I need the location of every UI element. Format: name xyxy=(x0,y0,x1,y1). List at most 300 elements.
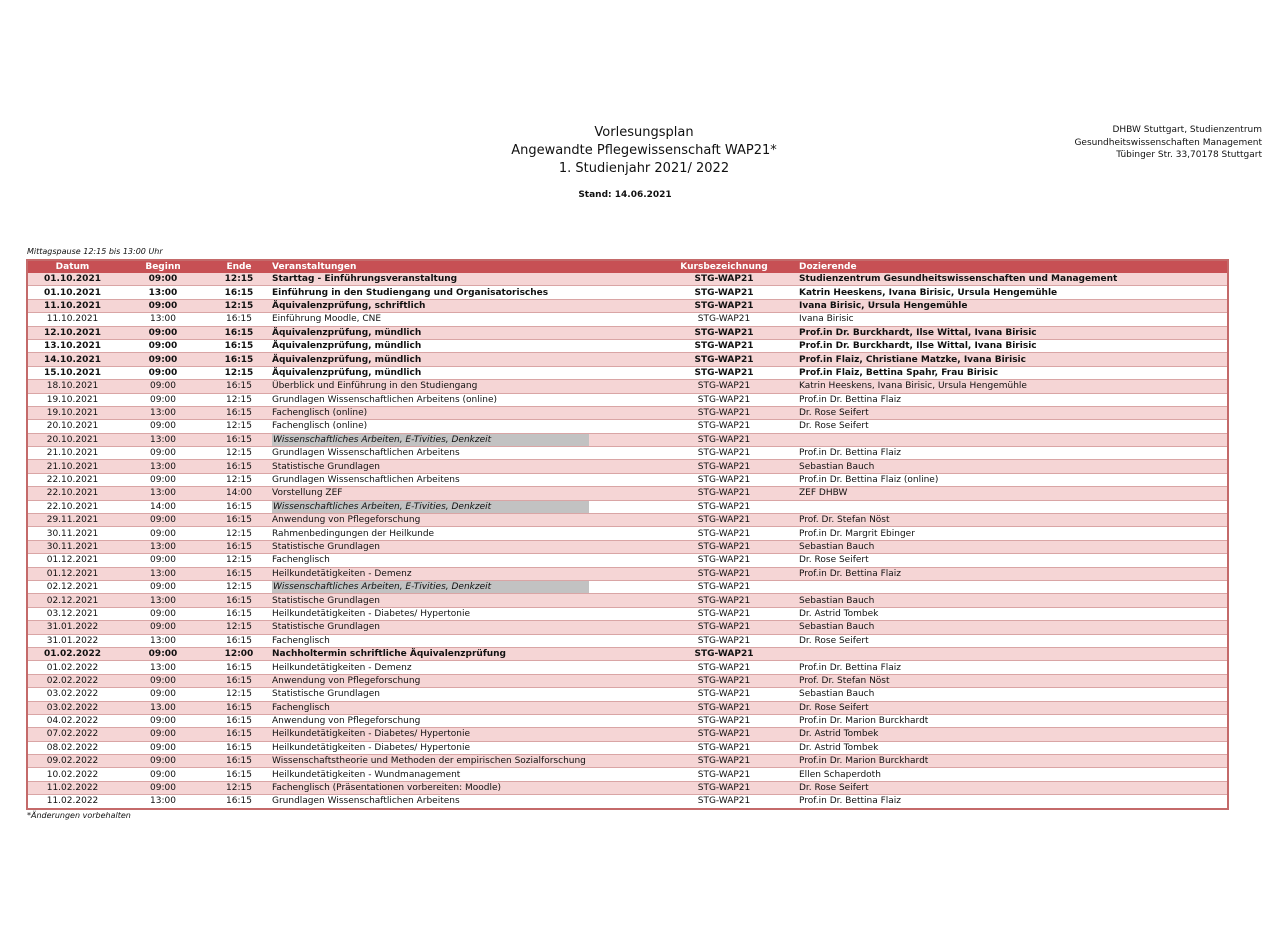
cell-course: STG-WAP21 xyxy=(652,701,796,714)
cell-date: 09.02.2022 xyxy=(27,755,117,768)
cell-course: STG-WAP21 xyxy=(652,273,796,286)
cell-date: 01.02.2022 xyxy=(27,647,117,660)
table-row xyxy=(27,781,1228,794)
table-row xyxy=(27,487,1228,500)
cell-date: 01.10.2021 xyxy=(27,286,117,299)
cell-event: Statistische Grundlagen xyxy=(269,460,652,473)
cell-course: STG-WAP21 xyxy=(652,447,796,460)
cell-event: Überblick und Einführung in den Studiengang xyxy=(269,380,652,393)
cell-start: 09:00 xyxy=(117,353,209,366)
cell-event: Äquivalenzprüfung, mündlich xyxy=(269,339,652,352)
cell-end: 12:15 xyxy=(209,781,269,794)
cell-end: 12:15 xyxy=(209,420,269,433)
document-title xyxy=(380,124,908,178)
table-row xyxy=(27,795,1228,809)
cell-lecturer: Prof.in Dr. Bettina Flaiz (online) xyxy=(796,473,1228,486)
cell-end: 12:15 xyxy=(209,447,269,460)
cell-lecturer: Ivana Birisic xyxy=(796,313,1228,326)
cell-end: 12:15 xyxy=(209,580,269,593)
cell-end: 16:15 xyxy=(209,460,269,473)
cell-lecturer: Sebastian Bauch xyxy=(796,540,1228,553)
cell-end: 16:15 xyxy=(209,380,269,393)
cell-end: 16:15 xyxy=(209,500,269,513)
table-row xyxy=(27,674,1228,687)
cell-lecturer: Prof.in Dr. Bettina Flaiz xyxy=(796,567,1228,580)
cell-date: 19.10.2021 xyxy=(27,406,117,419)
cell-event: Nachholtermin schriftliche Äquivalenzprüfung xyxy=(269,647,652,660)
cell-end: 12:00 xyxy=(209,647,269,660)
table-row xyxy=(27,647,1228,660)
cell-start: 13:00 xyxy=(117,406,209,419)
cell-start: 13:00 xyxy=(117,433,209,446)
cell-end: 16:15 xyxy=(209,607,269,620)
cell-end: 16:15 xyxy=(209,674,269,687)
cell-course: STG-WAP21 xyxy=(652,647,796,660)
cell-lecturer: Prof.in Flaiz, Bettina Spahr, Frau Birisic xyxy=(796,366,1228,379)
stand-date: Stand: 14.06.2021 xyxy=(578,190,672,200)
cell-course: STG-WAP21 xyxy=(652,580,796,593)
cell-start: 09:00 xyxy=(117,380,209,393)
table-row xyxy=(27,768,1228,781)
cell-date: 30.11.2021 xyxy=(27,540,117,553)
cell-start: 09:00 xyxy=(117,621,209,634)
cell-end: 12:15 xyxy=(209,273,269,286)
cell-start: 13:00 xyxy=(117,795,209,809)
table-row xyxy=(27,728,1228,741)
cell-course: STG-WAP21 xyxy=(652,339,796,352)
cell-lecturer: Dr. Rose Seifert xyxy=(796,634,1228,647)
cell-end: 12:15 xyxy=(209,473,269,486)
table-row xyxy=(27,286,1228,299)
cell-date: 18.10.2021 xyxy=(27,380,117,393)
cell-end: 12:15 xyxy=(209,554,269,567)
cell-date: 01.12.2021 xyxy=(27,554,117,567)
column-header-beginn: Beginn xyxy=(117,260,209,273)
cell-lecturer: Prof.in Dr. Margrit Ebinger xyxy=(796,527,1228,540)
cell-event: Fachenglisch (Präsentationen vorbereiten: Moodle) xyxy=(269,781,652,794)
table-row xyxy=(27,540,1228,553)
address-line-1: DHBW Stuttgart, Studienzentrum xyxy=(1112,125,1262,135)
cell-event: Äquivalenzprüfung, schriftlich xyxy=(269,299,652,312)
cell-course: STG-WAP21 xyxy=(652,607,796,620)
cell-end: 16:15 xyxy=(209,728,269,741)
cell-start: 13:00 xyxy=(117,487,209,500)
cell-end: 12:15 xyxy=(209,527,269,540)
cell-date: 31.01.2022 xyxy=(27,634,117,647)
cell-event: Statistische Grundlagen xyxy=(269,688,652,701)
table-row xyxy=(27,755,1228,768)
cell-date: 12.10.2021 xyxy=(27,326,117,339)
cell-lecturer: Sebastian Bauch xyxy=(796,460,1228,473)
cell-lecturer: Prof.in Dr. Burckhardt, Ilse Wittal, Ivana Birisic xyxy=(796,326,1228,339)
cell-start: 09:00 xyxy=(117,755,209,768)
cell-course: STG-WAP21 xyxy=(652,380,796,393)
cell-date: 29.11.2021 xyxy=(27,514,117,527)
cell-date: 02.12.2021 xyxy=(27,594,117,607)
cell-date: 20.10.2021 xyxy=(27,420,117,433)
cell-course: STG-WAP21 xyxy=(652,540,796,553)
cell-event: Anwendung von Pflegeforschung xyxy=(269,674,652,687)
cell-course: STG-WAP21 xyxy=(652,527,796,540)
cell-course: STG-WAP21 xyxy=(652,433,796,446)
cell-event: Statistische Grundlagen xyxy=(269,621,652,634)
table-row xyxy=(27,299,1228,312)
cell-end: 16:15 xyxy=(209,594,269,607)
cell-lecturer: Dr. Astrid Tombek xyxy=(796,728,1228,741)
cell-start: 13:00 xyxy=(117,540,209,553)
cell-date: 21.10.2021 xyxy=(27,460,117,473)
table-row xyxy=(27,366,1228,379)
cell-end: 12:15 xyxy=(209,393,269,406)
cell-event: Heilkundetätigkeiten - Demenz xyxy=(269,661,652,674)
cell-date: 22.10.2021 xyxy=(27,487,117,500)
table-header-row xyxy=(27,260,1228,273)
cell-start: 13:00 xyxy=(117,634,209,647)
table-row xyxy=(27,433,1228,446)
cell-course: STG-WAP21 xyxy=(652,714,796,727)
cell-date: 11.02.2022 xyxy=(27,795,117,809)
table-row xyxy=(27,380,1228,393)
cell-end: 16:15 xyxy=(209,326,269,339)
cell-course: STG-WAP21 xyxy=(652,755,796,768)
cell-event: Heilkundetätigkeiten - Diabetes/ Hypertonie xyxy=(269,741,652,754)
cell-start: 09:00 xyxy=(117,326,209,339)
lunch-break-note: Mittagspause 12:15 bis 13:00 Uhr xyxy=(27,247,163,256)
cell-end: 16:15 xyxy=(209,795,269,809)
cell-course: STG-WAP21 xyxy=(652,406,796,419)
cell-lecturer: Dr. Rose Seifert xyxy=(796,420,1228,433)
cell-start: 09:00 xyxy=(117,580,209,593)
cell-end: 16:15 xyxy=(209,433,269,446)
cell-end: 16:15 xyxy=(209,661,269,674)
table-row xyxy=(27,701,1228,714)
cell-event: Fachenglisch (online) xyxy=(269,406,652,419)
table-row xyxy=(27,567,1228,580)
cell-start: 09:00 xyxy=(117,447,209,460)
cell-event: Einführung in den Studiengang und Organisatorisches xyxy=(269,286,652,299)
cell-start: 09:00 xyxy=(117,647,209,660)
cell-course: STG-WAP21 xyxy=(652,567,796,580)
cell-end: 12:15 xyxy=(209,621,269,634)
cell-course: STG-WAP21 xyxy=(652,661,796,674)
cell-event: Grundlagen Wissenschaftlichen Arbeitens xyxy=(269,447,652,460)
cell-event: Rahmenbedingungen der Heilkunde xyxy=(269,527,652,540)
cell-lecturer: Sebastian Bauch xyxy=(796,594,1228,607)
cell-end: 16:15 xyxy=(209,768,269,781)
table-row xyxy=(27,273,1228,286)
cell-end: 16:15 xyxy=(209,540,269,553)
cell-date: 07.02.2022 xyxy=(27,728,117,741)
table-row xyxy=(27,353,1228,366)
cell-course: STG-WAP21 xyxy=(652,674,796,687)
cell-event: Grundlagen Wissenschaftlichen Arbeitens (online) xyxy=(269,393,652,406)
cell-lecturer xyxy=(796,433,1228,446)
cell-course: STG-WAP21 xyxy=(652,781,796,794)
cell-lecturer xyxy=(796,500,1228,513)
address-line-3: Tübinger Str. 33,70178 Stuttgart xyxy=(1116,150,1262,160)
cell-start: 09:00 xyxy=(117,393,209,406)
cell-start: 09:00 xyxy=(117,473,209,486)
table-row xyxy=(27,420,1228,433)
cell-date: 21.10.2021 xyxy=(27,447,117,460)
cell-date: 14.10.2021 xyxy=(27,353,117,366)
table-row xyxy=(27,661,1228,674)
cell-date: 30.11.2021 xyxy=(27,527,117,540)
cell-lecturer: Dr. Astrid Tombek xyxy=(796,741,1228,754)
title-line-2: Angewandte Pflegewissenschaft WAP21* xyxy=(511,143,777,158)
cell-event: Heilkundetätigkeiten - Diabetes/ Hypertonie xyxy=(269,728,652,741)
cell-course: STG-WAP21 xyxy=(652,326,796,339)
cell-start: 09:00 xyxy=(117,768,209,781)
table-row xyxy=(27,741,1228,754)
cell-date: 01.12.2021 xyxy=(27,567,117,580)
cell-event: Fachenglisch xyxy=(269,634,652,647)
cell-event: Fachenglisch xyxy=(269,554,652,567)
cell-lecturer: Katrin Heeskens, Ivana Birisic, Ursula Hengemühle xyxy=(796,286,1228,299)
highlighted-event: Wissenschaftliches Arbeiten, E-Tivities, Denkzeit xyxy=(272,501,589,513)
cell-end: 16:15 xyxy=(209,339,269,352)
cell-course: STG-WAP21 xyxy=(652,795,796,809)
cell-start: 09:00 xyxy=(117,527,209,540)
cell-end: 16:15 xyxy=(209,567,269,580)
table-row xyxy=(27,326,1228,339)
cell-event: Statistische Grundlagen xyxy=(269,594,652,607)
cell-lecturer: Prof. Dr. Stefan Nöst xyxy=(796,674,1228,687)
cell-lecturer: Prof.in Dr. Bettina Flaiz xyxy=(796,795,1228,809)
cell-date: 11.10.2021 xyxy=(27,313,117,326)
cell-course: STG-WAP21 xyxy=(652,299,796,312)
address-line-2: Gesundheitswissenschaften Management xyxy=(1074,137,1262,148)
cell-event: Äquivalenzprüfung, mündlich xyxy=(269,366,652,379)
cell-date: 02.12.2021 xyxy=(27,580,117,593)
cell-end: 16:15 xyxy=(209,313,269,326)
cell-date: 01.02.2022 xyxy=(27,661,117,674)
cell-event: Heilkundetätigkeiten - Wundmanagement xyxy=(269,768,652,781)
cell-course: STG-WAP21 xyxy=(652,688,796,701)
table-row xyxy=(27,594,1228,607)
changes-note: *Änderungen vorbehalten xyxy=(27,811,131,820)
cell-end: 14:00 xyxy=(209,487,269,500)
table-row xyxy=(27,714,1228,727)
cell-course: STG-WAP21 xyxy=(652,313,796,326)
cell-start: 09:00 xyxy=(117,688,209,701)
cell-start: 09:00 xyxy=(117,741,209,754)
cell-end: 16:15 xyxy=(209,714,269,727)
cell-lecturer: ZEF DHBW xyxy=(796,487,1228,500)
table-row xyxy=(27,514,1228,527)
cell-date: 03.02.2022 xyxy=(27,701,117,714)
table-row xyxy=(27,473,1228,486)
table-row xyxy=(27,339,1228,352)
column-header-dozierende: Dozierende xyxy=(796,260,1228,273)
table-row xyxy=(27,406,1228,419)
cell-lecturer: Ivana Birisic, Ursula Hengemühle xyxy=(796,299,1228,312)
cell-course: STG-WAP21 xyxy=(652,366,796,379)
cell-date: 22.10.2021 xyxy=(27,500,117,513)
cell-event: Heilkundetätigkeiten - Diabetes/ Hypertonie xyxy=(269,607,652,620)
cell-end: 16:15 xyxy=(209,741,269,754)
cell-course: STG-WAP21 xyxy=(652,621,796,634)
cell-start: 13:00 xyxy=(117,286,209,299)
cell-lecturer: Sebastian Bauch xyxy=(796,621,1228,634)
cell-event: Grundlagen Wissenschaftlichen Arbeitens xyxy=(269,795,652,809)
highlighted-event: Wissenschaftliches Arbeiten, E-Tivities, Denkzeit xyxy=(272,434,589,446)
cell-lecturer: Prof.in Dr. Bettina Flaiz xyxy=(796,393,1228,406)
cell-start: 09:00 xyxy=(117,728,209,741)
cell-event: Statistische Grundlagen xyxy=(269,540,652,553)
cell-end: 16:15 xyxy=(209,755,269,768)
cell-course: STG-WAP21 xyxy=(652,393,796,406)
cell-start: 09:00 xyxy=(117,781,209,794)
table-row xyxy=(27,580,1228,593)
cell-lecturer: Prof.in Dr. Marion Burckhardt xyxy=(796,714,1228,727)
cell-date: 03.02.2022 xyxy=(27,688,117,701)
cell-start: 13:00 xyxy=(117,594,209,607)
cell-lecturer: Dr. Rose Seifert xyxy=(796,406,1228,419)
cell-start: 13.00 xyxy=(117,701,209,714)
cell-course: STG-WAP21 xyxy=(652,768,796,781)
institution-address xyxy=(1074,124,1262,162)
cell-start: 13:00 xyxy=(117,567,209,580)
cell-end: 12:15 xyxy=(209,366,269,379)
cell-start: 09:00 xyxy=(117,607,209,620)
cell-course: STG-WAP21 xyxy=(652,514,796,527)
cell-lecturer: Prof.in Flaiz, Christiane Matzke, Ivana Birisic xyxy=(796,353,1228,366)
cell-date: 15.10.2021 xyxy=(27,366,117,379)
cell-course: STG-WAP21 xyxy=(652,554,796,567)
cell-lecturer: Dr. Rose Seifert xyxy=(796,701,1228,714)
cell-course: STG-WAP21 xyxy=(652,353,796,366)
cell-date: 08.02.2022 xyxy=(27,741,117,754)
table-row xyxy=(27,607,1228,620)
cell-start: 09:00 xyxy=(117,514,209,527)
cell-date: 13.10.2021 xyxy=(27,339,117,352)
cell-date: 04.02.2022 xyxy=(27,714,117,727)
column-header-ende: Ende xyxy=(209,260,269,273)
table-row xyxy=(27,634,1228,647)
cell-end: 16:15 xyxy=(209,701,269,714)
cell-lecturer: Dr. Rose Seifert xyxy=(796,781,1228,794)
cell-lecturer xyxy=(796,647,1228,660)
cell-course: STG-WAP21 xyxy=(652,460,796,473)
cell-course: STG-WAP21 xyxy=(652,741,796,754)
cell-course: STG-WAP21 xyxy=(652,487,796,500)
cell-date: 22.10.2021 xyxy=(27,473,117,486)
cell-event: Anwendung von Pflegeforschung xyxy=(269,514,652,527)
table-row xyxy=(27,313,1228,326)
cell-lecturer: Dr. Rose Seifert xyxy=(796,554,1228,567)
cell-event: Anwendung von Pflegeforschung xyxy=(269,714,652,727)
cell-date: 20.10.2021 xyxy=(27,433,117,446)
schedule-rows xyxy=(27,273,1228,809)
table-row xyxy=(27,447,1228,460)
table-row xyxy=(27,621,1228,634)
cell-event: Äquivalenzprüfung, mündlich xyxy=(269,326,652,339)
cell-start: 09:00 xyxy=(117,714,209,727)
cell-lecturer: Prof.in Dr. Bettina Flaiz xyxy=(796,661,1228,674)
cell-course: STG-WAP21 xyxy=(652,594,796,607)
column-header-datum: Datum xyxy=(27,260,117,273)
cell-lecturer xyxy=(796,580,1228,593)
cell-event xyxy=(269,580,652,593)
cell-start: 09:00 xyxy=(117,420,209,433)
cell-date: 11.02.2022 xyxy=(27,781,117,794)
cell-end: 16:15 xyxy=(209,286,269,299)
cell-event: Fachenglisch (online) xyxy=(269,420,652,433)
table-row xyxy=(27,500,1228,513)
column-header-veranstaltungen: Veranstaltungen xyxy=(269,260,652,273)
cell-event: Heilkundetätigkeiten - Demenz xyxy=(269,567,652,580)
cell-date: 31.01.2022 xyxy=(27,621,117,634)
cell-start: 13:00 xyxy=(117,460,209,473)
cell-event: Vorstellung ZEF xyxy=(269,487,652,500)
cell-lecturer: Katrin Heeskens, Ivana Birisic, Ursula Hengemühle xyxy=(796,380,1228,393)
cell-course: STG-WAP21 xyxy=(652,728,796,741)
cell-event xyxy=(269,433,652,446)
cell-end: 16:15 xyxy=(209,514,269,527)
cell-course: STG-WAP21 xyxy=(652,286,796,299)
cell-date: 01.10.2021 xyxy=(27,273,117,286)
cell-end: 12:15 xyxy=(209,299,269,312)
cell-lecturer: Prof.in Dr. Bettina Flaiz xyxy=(796,447,1228,460)
cell-date: 03.12.2021 xyxy=(27,607,117,620)
cell-event: Grundlagen Wissenschaftlichen Arbeitens xyxy=(269,473,652,486)
cell-end: 12:15 xyxy=(209,688,269,701)
cell-date: 19.10.2021 xyxy=(27,393,117,406)
cell-lecturer: Ellen Schaperdoth xyxy=(796,768,1228,781)
cell-event: Äquivalenzprüfung, mündlich xyxy=(269,353,652,366)
cell-end: 16:15 xyxy=(209,353,269,366)
cell-start: 09:00 xyxy=(117,554,209,567)
cell-start: 09:00 xyxy=(117,273,209,286)
table-row xyxy=(27,393,1228,406)
cell-course: STG-WAP21 xyxy=(652,473,796,486)
cell-start: 09:00 xyxy=(117,366,209,379)
cell-event: Einführung Moodle, CNE xyxy=(269,313,652,326)
cell-lecturer: Prof.in Dr. Marion Burckhardt xyxy=(796,755,1228,768)
cell-lecturer: Sebastian Bauch xyxy=(796,688,1228,701)
table-row xyxy=(27,460,1228,473)
cell-start: 13:00 xyxy=(117,313,209,326)
cell-course: STG-WAP21 xyxy=(652,634,796,647)
cell-start: 09:00 xyxy=(117,339,209,352)
highlighted-event: Wissenschaftliches Arbeiten, E-Tivities, Denkzeit xyxy=(272,581,589,593)
title-line-1: Vorlesungsplan xyxy=(594,125,694,140)
cell-start: 14:00 xyxy=(117,500,209,513)
column-header-kursbezeichnung: Kursbezeichnung xyxy=(652,260,796,273)
cell-lecturer: Dr. Astrid Tombek xyxy=(796,607,1228,620)
cell-start: 09:00 xyxy=(117,299,209,312)
table-row xyxy=(27,688,1228,701)
schedule-table xyxy=(26,259,1229,810)
cell-event xyxy=(269,500,652,513)
cell-course: STG-WAP21 xyxy=(652,500,796,513)
cell-event: Fachenglisch xyxy=(269,701,652,714)
cell-event: Starttag - Einführungsveranstaltung xyxy=(269,273,652,286)
cell-start: 09:00 xyxy=(117,674,209,687)
cell-date: 11.10.2021 xyxy=(27,299,117,312)
cell-event: Wissenschaftstheorie und Methoden der empirischen Sozialforschung xyxy=(269,755,652,768)
cell-course: STG-WAP21 xyxy=(652,420,796,433)
cell-lecturer: Prof. Dr. Stefan Nöst xyxy=(796,514,1228,527)
title-line-3: 1. Studienjahr 2021/ 2022 xyxy=(558,161,730,176)
table-row xyxy=(27,554,1228,567)
cell-lecturer: Studienzentrum Gesundheitswissenschaften und Management xyxy=(796,273,1228,286)
table-row xyxy=(27,527,1228,540)
cell-end: 16:15 xyxy=(209,406,269,419)
cell-date: 02.02.2022 xyxy=(27,674,117,687)
cell-end: 16:15 xyxy=(209,634,269,647)
